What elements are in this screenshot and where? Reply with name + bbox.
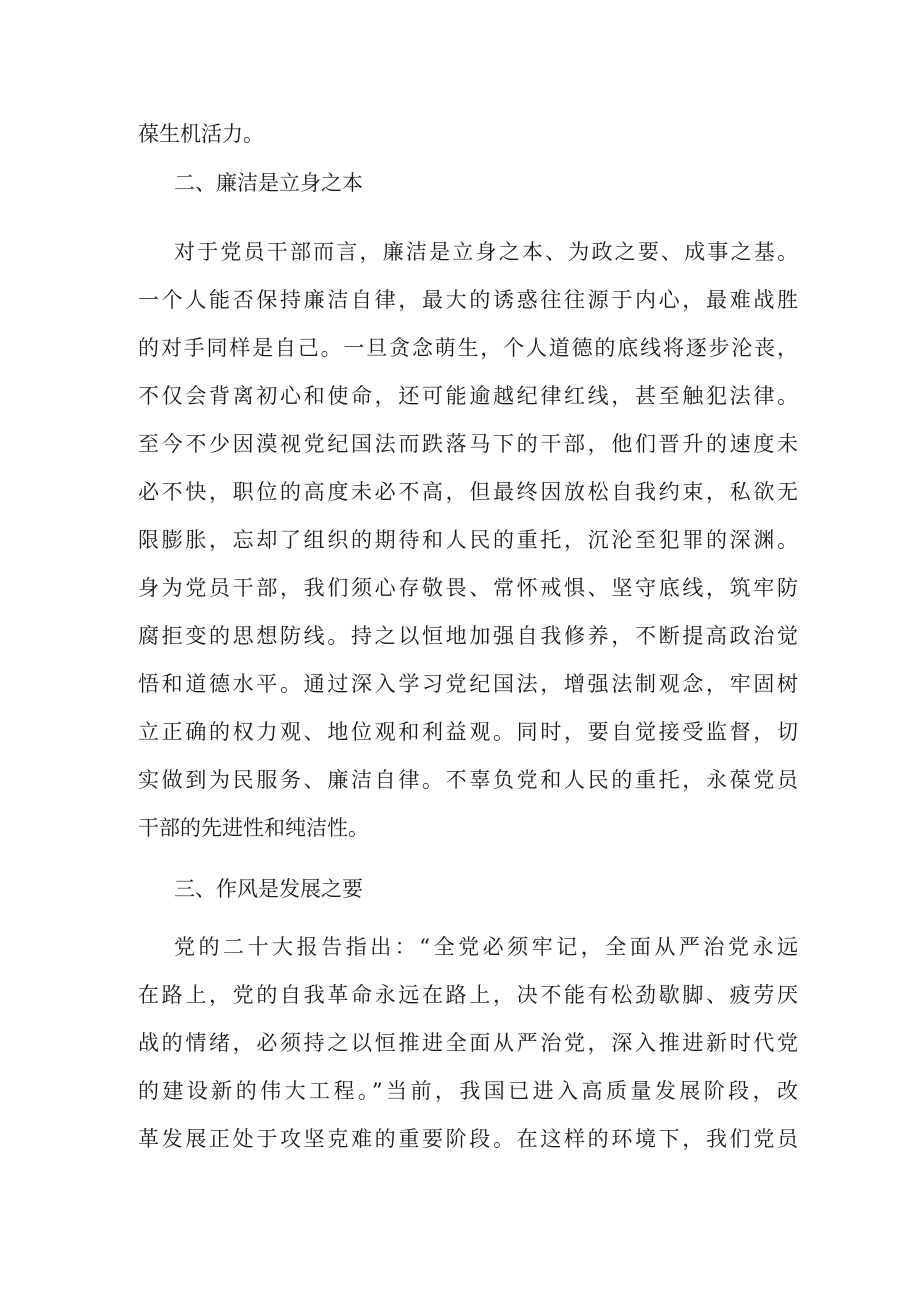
section-heading-integrity: 二、廉洁是立身之本 — [174, 171, 363, 195]
paragraph-line: 在路上，党的自我革命永远在路上，决不能有松劲歇脚、疲劳厌 — [138, 983, 798, 1007]
paragraph-line: 战的情绪，必须持之以恒推进全面从严治党，深入推进新时代党 — [138, 1031, 798, 1055]
paragraph-line: 的对手同样是自己。一旦贪念萌生，个人道德的底线将逐步沦丧， — [138, 336, 798, 360]
paragraph-line: 党的二十大报告指出：“全党必须牢记，全面从严治党永远 — [174, 935, 798, 959]
paragraph-line: 不仅会背离初心和使命，还可能逾越纪律红线，甚至触犯法律。 — [138, 384, 798, 408]
paragraph-line: 腐拒变的思想防线。持之以恒地加强自我修养，不断提高政治觉 — [138, 624, 798, 648]
paragraph-line: 的建设新的伟大工程。”当前，我国已进入高质量发展阶段，改 — [138, 1079, 798, 1103]
paragraph-line: 至今不少因漠视党纪国法而跌落马下的干部，他们晋升的速度未 — [138, 432, 798, 456]
paragraph-line: 革发展正处于攻坚克难的重要阶段。在这样的环境下，我们党员 — [138, 1127, 798, 1151]
paragraph-line: 立正确的权力观、地位观和利益观。同时，要自觉接受监督，切 — [138, 720, 798, 744]
paragraph-line: 必不快，职位的高度未必不高，但最终因放松自我约束，私欲无 — [138, 480, 798, 504]
paragraph-line: 限膨胀，忘却了组织的期待和人民的重托，沉沦至犯罪的深渊。 — [138, 528, 798, 552]
continuation-line: 葆生机活力。 — [138, 122, 264, 146]
section-heading-work-style: 三、作风是发展之要 — [174, 877, 363, 901]
paragraph-line: 对于党员干部而言，廉洁是立身之本、为政之要、成事之基。 — [174, 240, 798, 264]
paragraph-line: 悟和道德水平。通过深入学习党纪国法，增强法制观念，牢固树 — [138, 672, 798, 696]
paragraph-line: 干部的先进性和纯洁性。 — [138, 816, 369, 840]
paragraph-line: 身为党员干部，我们须心存敬畏、常怀戒惧、坚守底线，筑牢防 — [138, 576, 798, 600]
paragraph-line: 实做到为民服务、廉洁自律。不辜负党和人民的重托，永葆党员 — [138, 768, 798, 792]
paragraph-line: 一个人能否保持廉洁自律，最大的诱惑往往源于内心，最难战胜 — [138, 288, 798, 312]
